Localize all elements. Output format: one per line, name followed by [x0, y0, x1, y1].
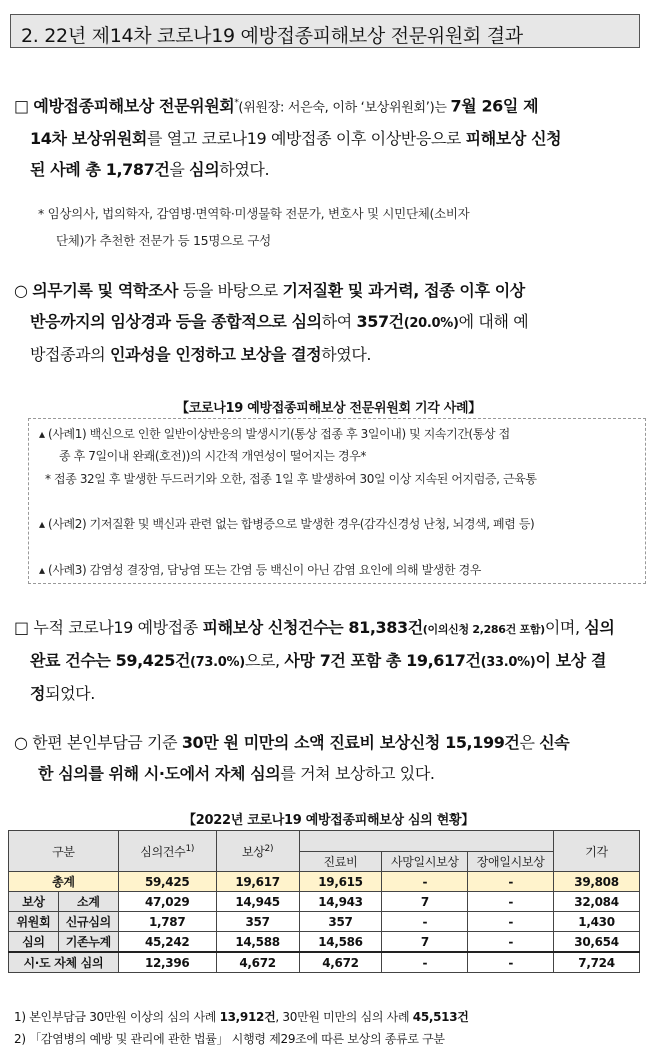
section-title-box [10, 14, 640, 48]
table-row [9, 932, 640, 953]
meeting-date: 7월 26일 제 [450, 96, 539, 116]
cell-medical: 14,943 [299, 892, 382, 912]
cell-comp: 4,672 [216, 952, 299, 973]
text-bold: 이 보상 결 [535, 651, 607, 670]
cell-medical: 357 [299, 912, 382, 932]
cell-death: - [382, 952, 468, 973]
cell-comp: 14,945 [216, 892, 299, 912]
approved-count: 357건 [356, 312, 404, 331]
cases-title: 【코로나19 예방접종피해보상 전문위원회 기각 사례】 [176, 401, 481, 416]
paragraph-cumulative [14, 612, 646, 709]
circle-bullet: ○ [14, 733, 28, 752]
table-row-total [9, 872, 640, 892]
cell-disability: - [468, 952, 554, 973]
header-disability: 장애일시보상 [468, 852, 554, 872]
case-1-cont: 종 후 7일이내 완쾌(호전))의 시간적 개연성이 떨어지는 경우* [59, 449, 366, 463]
text-bold: 신속 [539, 733, 570, 752]
cell-reject: 30,654 [554, 932, 640, 953]
text-span: 등을 바탕으로 [178, 281, 283, 300]
text-span: 를 열고 코로나19 예방접종 이후 이상반응으로 [146, 129, 466, 149]
table-row [9, 952, 640, 973]
compensated-percent: (33.0%) [480, 655, 536, 670]
header-death: 사망일시보상 [382, 852, 468, 872]
text-bold: 기저질환 및 과거력, 접종 이후 이상 [282, 281, 525, 300]
cell-reject: 39,808 [554, 872, 640, 892]
cell-medical: 4,672 [299, 952, 382, 973]
cell-comp: 357 [216, 912, 299, 932]
text-span: 누적 코로나19 예방접종 [28, 618, 203, 637]
text-bold: 인과성을 인정하고 보상을 결정 [109, 345, 322, 364]
cell-review: 59,425 [118, 872, 216, 892]
square-bullet: □ [14, 96, 29, 116]
circle-bullet: ○ [14, 281, 28, 300]
cell-reject: 7,724 [554, 952, 640, 973]
table-footnote-2: 2) 「감염병의 예방 및 관리에 관한 법률」 시행령 제29조에 따른 보상의 종류로 구분 [14, 1032, 445, 1046]
committee-name: 예방접종피해보상 전문위원회 [33, 96, 235, 116]
completed-percent: (73.0%) [190, 655, 245, 670]
row-label: 총계 [9, 872, 119, 892]
rejection-cases-box [28, 418, 646, 584]
text-span: 은 [519, 733, 540, 752]
header-comp-types [299, 831, 554, 852]
cell-disability: - [468, 912, 554, 932]
footnote-line: * 임상의사, 법의학자, 감염병·면역학·미생물학 전문가, 변호사 및 시민단체(소비자 [38, 206, 470, 221]
text-span: 이며, [544, 618, 585, 637]
text-bold: 심의 [189, 160, 220, 180]
case-1-note: * 접종 32일 후 발생한 두드러기와 오한, 접종 1일 후 발생하여 30일 이상 지속된 어지럼증, 근육통 [45, 472, 537, 486]
text-bold: 13,912건 [219, 1010, 276, 1024]
cell-medical: 19,615 [299, 872, 382, 892]
approved-percent: (20.0%) [403, 316, 459, 331]
text-bold: 45,513건 [412, 1010, 469, 1024]
cell-review: 47,029 [118, 892, 216, 912]
row-group-label: 위원회 [9, 912, 59, 932]
row-group-label: 보상 [9, 892, 59, 912]
paragraph-local-review [14, 727, 646, 789]
meeting-name: 14차 보상위원회 [30, 129, 147, 149]
cell-disability: - [468, 932, 554, 953]
header-review-count: 심의건수$^{1)}$ [118, 831, 216, 872]
text-bold: 피해보상 신청 [465, 129, 562, 149]
row-label: 신규심의 [58, 912, 118, 932]
text-bold: 된 사례 총 1,787건 [30, 160, 170, 180]
text-bold: 한 심의를 위해 시·도에서 자체 심의 [38, 764, 281, 783]
compensated-count: 사망 7건 포함 총 19,617건 [284, 651, 481, 670]
text-span: 한편 본인부담금 기준 [27, 733, 182, 752]
cell-comp: 14,588 [216, 932, 299, 953]
footnote-line: 단체)가 추천한 전문가 등 15명으로 구성 [56, 233, 271, 248]
cell-death: 7 [382, 892, 468, 912]
applications-count: 피해보상 신청건수는 81,383건 [202, 618, 423, 637]
objection-count: (이의신청 2,286건 포함) [422, 623, 545, 636]
completed-count: 완료 건수는 59,425건 [30, 651, 191, 670]
cell-comp: 19,617 [216, 872, 299, 892]
committee-footnote [38, 200, 648, 254]
cell-reject: 32,084 [554, 892, 640, 912]
paragraph-committee [14, 88, 646, 185]
row-label: 시·도 자체 심의 [9, 952, 119, 973]
cell-disability: - [468, 872, 554, 892]
row-label: 소계 [58, 892, 118, 912]
cell-medical: 14,586 [299, 932, 382, 953]
text-span: 으로, [244, 651, 285, 670]
cell-death: - [382, 912, 468, 932]
review-status-table [8, 830, 640, 973]
case-1: ▴ (사례1) 백신으로 인한 일반이상반응의 발생시기(통상 접종 후 3일이내) 및 지속기간(통상 접 [39, 427, 510, 441]
cell-review: 12,396 [118, 952, 216, 973]
header-medical: 진료비 [299, 852, 382, 872]
text-bold: 반응까지의 임상경과 등을 종합적으로 심의 [30, 312, 322, 331]
header-reject: 기각 [554, 831, 640, 872]
section-title: 2. 22년 제14차 코로나19 예방접종피해보상 전문위원회 결과 [21, 25, 523, 47]
committee-chair: (위원장: 서은숙, 이하 ‘보상위원회’)는 [238, 100, 451, 116]
row-group-label: 심의 [9, 932, 59, 953]
text-bold: 의무기록 및 역학조사 [32, 281, 179, 300]
cell-review: 45,242 [118, 932, 216, 953]
text-span: 1) 본인부담금 30만원 이상의 심의 사례 [14, 1010, 220, 1024]
cell-death: 7 [382, 932, 468, 953]
table-row [9, 892, 640, 912]
text-bold: 심의 [584, 618, 615, 637]
text-span: 하여 [321, 312, 357, 331]
text-bold: 30만 원 미만의 소액 진료비 보상신청 15,199건 [181, 733, 520, 752]
text-span: 을 [169, 160, 190, 180]
text-span: , 30만원 미만의 심의 사례 [275, 1010, 413, 1024]
case-2: ▴ (사례2) 기저질환 및 백신과 관련 없는 합병증으로 발생한 경우(감각신경성 난청, 뇌경색, 폐렴 등) [39, 517, 535, 531]
header-category: 구분 [9, 831, 119, 872]
text-bold: 정 [30, 684, 46, 703]
table-row [9, 912, 640, 932]
cell-review: 1,787 [118, 912, 216, 932]
text-span: 되었다. [45, 684, 95, 703]
table-title: 【2022년 코로나19 예방접종피해보상 심의 현황】 [183, 813, 474, 828]
footnote-star: * [234, 98, 239, 108]
cell-reject: 1,430 [554, 912, 640, 932]
text-span: 하였다. [321, 345, 372, 364]
case-3: ▴ (사례3) 감염성 결장염, 담낭염 또는 간염 등 백신이 아닌 감염 요인에 의해 발생한 경우 [39, 563, 481, 577]
cell-disability: - [468, 892, 554, 912]
row-label: 기존누계 [58, 932, 118, 953]
square-bullet: □ [14, 618, 29, 637]
text-span: 를 거쳐 보상하고 있다. [280, 764, 435, 783]
header-compensation: 보상$^{2)}$ [216, 831, 299, 872]
text-span: 하였다. [219, 160, 270, 180]
text-span: 에 대해 예 [458, 312, 529, 331]
cell-death: - [382, 872, 468, 892]
text-span: 방접종과의 [30, 345, 110, 364]
table-footnote-1 [14, 1008, 469, 1025]
paragraph-review [14, 275, 646, 370]
